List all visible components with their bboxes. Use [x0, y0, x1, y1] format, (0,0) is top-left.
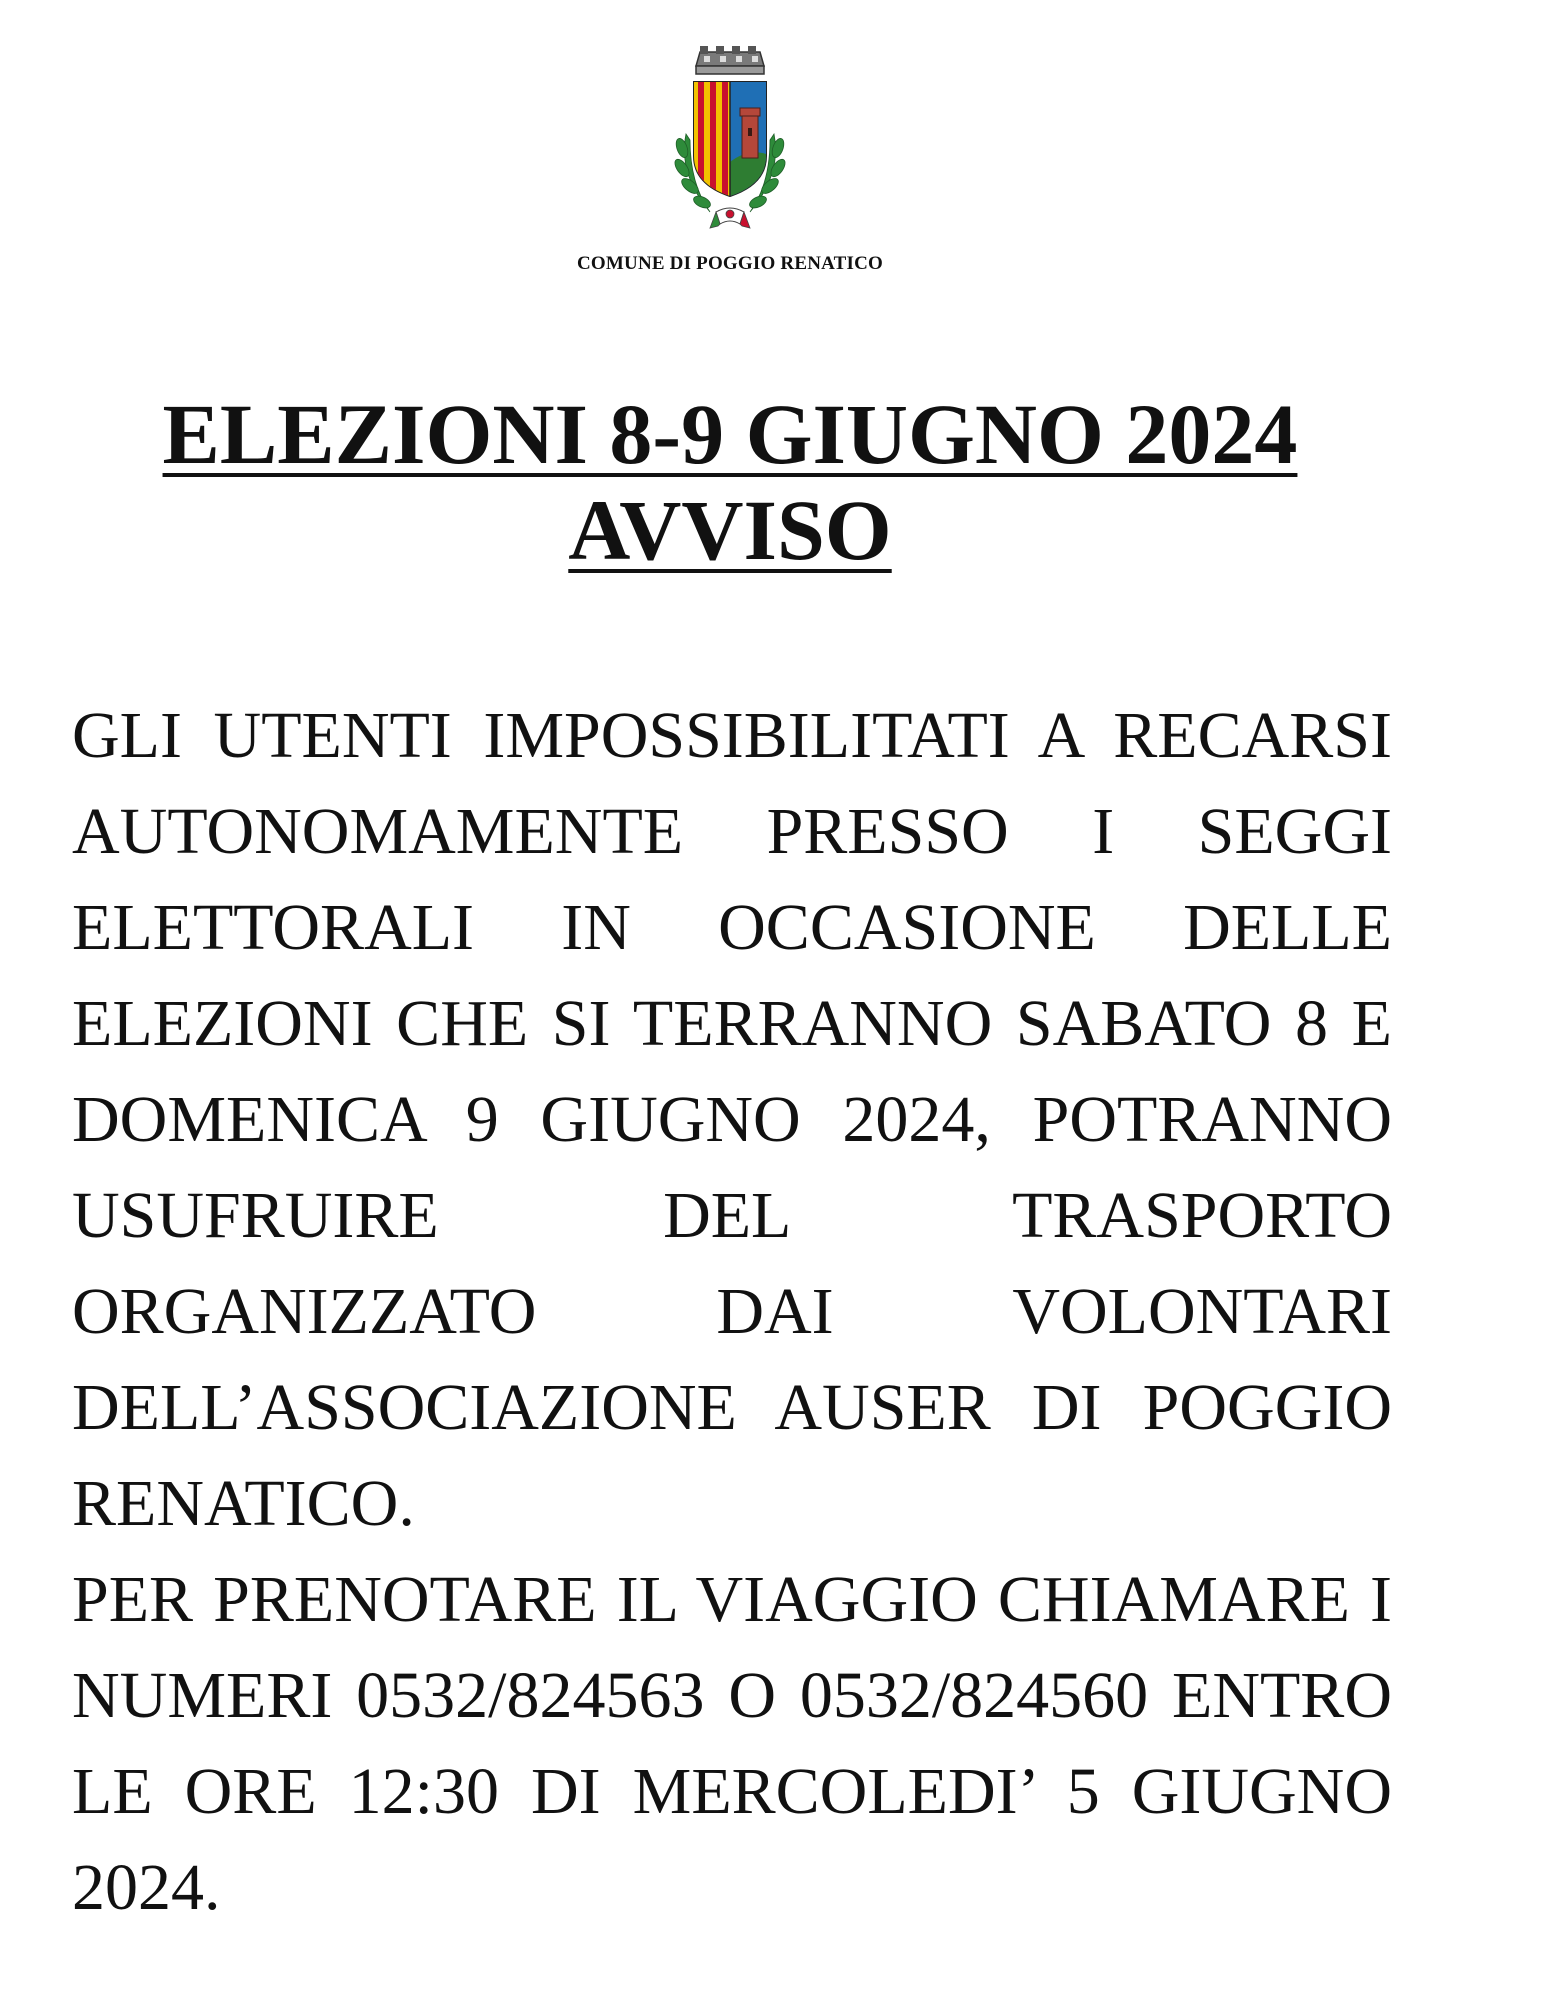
title-election-date: ELEZIONI 8-9 GIUGNO 2024 [162, 386, 1298, 482]
title-notice: AVVISO [568, 482, 892, 578]
crown-icon [696, 46, 764, 74]
shield-icon [694, 82, 766, 196]
notice-body [72, 688, 1392, 1936]
ribbon-icon [710, 208, 750, 228]
notice-paragraph-booking: PER PRENOTARE IL VIAGGIO CHIAMARE I NUMERI 0532/824563 O 0532/824560 ENTRO LE ORE 12:30 DI MERCOLEDI’ 5 GIUGNO 2024. [72, 1563, 1392, 1924]
page-title [0, 386, 1460, 578]
coat-of-arms-icon [660, 44, 800, 244]
municipality-name: COMUNE DI POGGIO RENATICO [576, 253, 884, 274]
notice-paragraph-transport: GLI UTENTI IMPOSSIBILITATI A RECARSI AUTONOMAMENTE PRESSO I SEGGI ELETTORALI IN OCCASIONE DELLE ELEZIONI CHE SI TERRANNO SABATO 8 E DOMENICA 9 GIUGNO 2024, POTRANNO USUFRUIRE DEL TRASPORTO ORGANIZZATO DAI VOLONTARI DELL’ASSOCIAZIONE AUSER DI POGGIO RENATICO. [72, 699, 1392, 1540]
